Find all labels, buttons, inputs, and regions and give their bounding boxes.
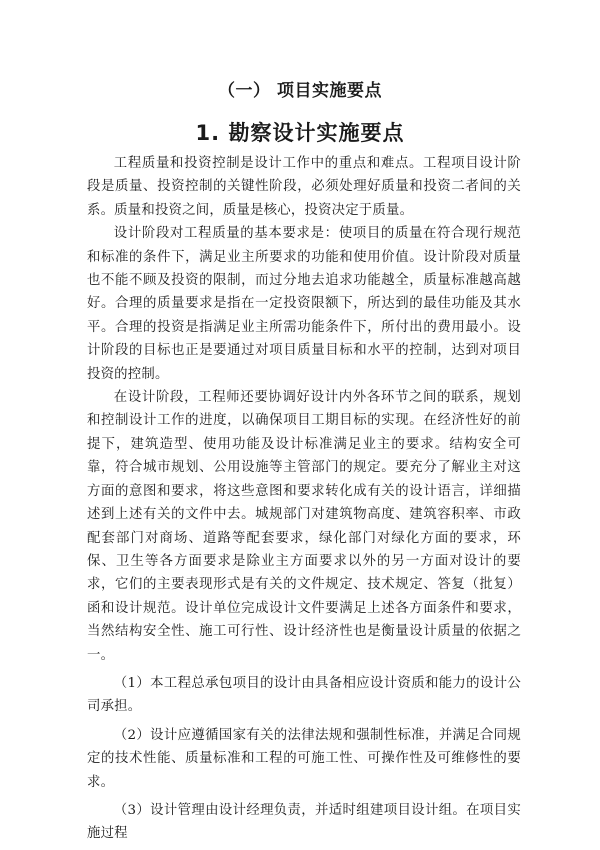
list-item: （2）设计应遵循国家有关的法律法规和强制性标准，并满足合同规定的技术性能、质量标准和工程的可施工性、可操作性及可维修性的要求。 [87,727,521,790]
paragraph: 在设计阶段，工程师还要协调好设计内外各环节之间的联系，规划和控制设计工作的进度，以确保项目工期目标的实现。在经济性好的前提下，建筑造型、使用功能及设计标准满足业主的要求。结构安全可靠，符合城市规划、公用设施等主管部门的规定。要充分了解业主对这方面的意图和要求，将这些意图和要求转化成有关的设计语言，详细描述到上述有关的文件中去。城规部门对建筑物高度、建筑容积率、市政配套部门对商场、道路等配套要求，绿化部门对绿化方面的要求，环保、卫生等各方面要求是除业主方面要求以外的另一方面对设计的要求，它们的主要表现形式是有关的文件规定、技术规定、答复（批复）函和设计规范。设计单位完成设计文件要满足上述各方面条件和要求，当然结构安全性、施工可行性、设计经济性也是衡量设计质量的依据之一。 [87,390,521,663]
sub-heading: 1. 勘察设计实施要点 [195,121,405,145]
body-text [87,152,521,846]
section-heading: （一） 项目实施要点 [218,81,382,101]
list-item: （1）本工程总承包项目的设计由具备相应设计资质和能力的设计公司承担。 [87,675,521,715]
list-item: （3）设计管理由设计经理负责，并适时组建项目设计组。在项目实施过程 [87,802,521,842]
paragraph: 工程质量和投资控制是设计工作中的重点和难点。工程项目设计阶段是质量、投资控制的关键性阶段，必须处理好质量和投资二者间的关系。质量和投资之间，质量是核心，投资决定于质量。 [87,156,521,218]
paragraph: 设计阶段对工程质量的基本要求是：使项目的质量在符合现行规范和标准的条件下，满足业主所要求的功能和使用价值。设计阶段对质量也不能不顾及投资的限制，而过分地去追求功能越全，质量标准越高越好。合理的质量要求是指在一定投资限额下，所达到的最佳功能及其水平。合理的投资是指满足业主所需功能条件下，所付出的费用最小。设计阶段的目标也正是要通过对项目质量目标和水平的控制，达到对项目投资的控制。 [87,226,521,382]
